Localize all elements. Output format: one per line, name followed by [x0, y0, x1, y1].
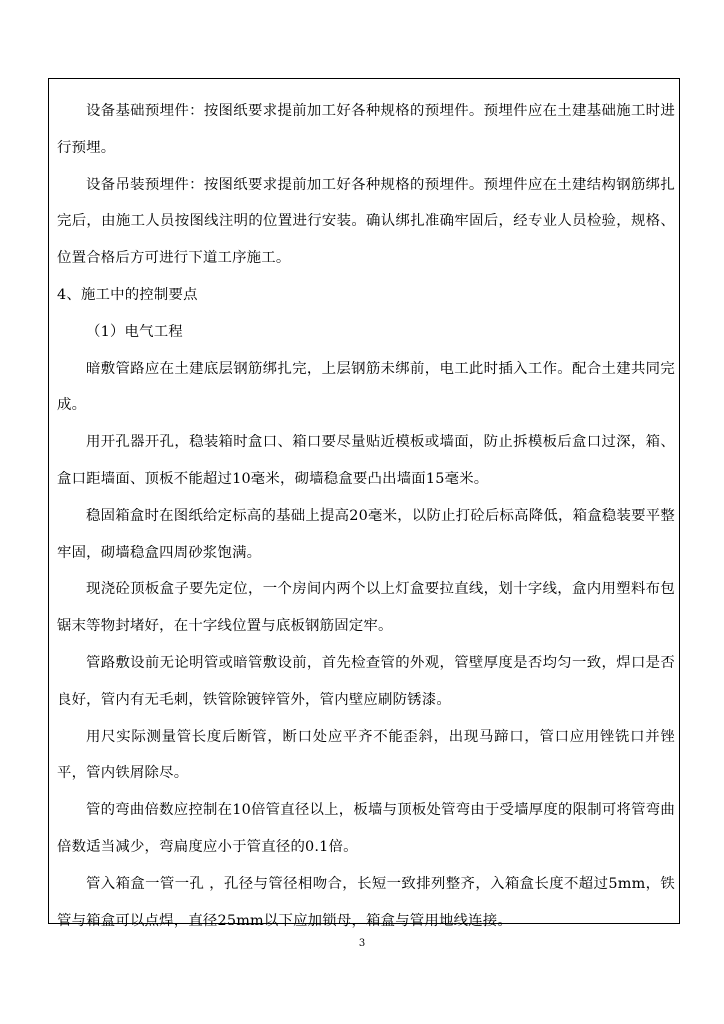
- paragraph-box-fixing: 稳固箱盒时在图纸给定标高的基础上提高20毫米，以防止打砼后标高降低，箱盒稳装要平整牢固，砌墙稳盒四周砂浆饱满。: [57, 507, 675, 561]
- paragraph-pipe-into-box: 管入箱盒一管一孔 ，孔径与管径相吻合，长短一致排列整齐，入箱盒长度不超过5mm，铁管与箱盒可以点焊，直径25mm以下应加锁母，箱盒与管用地线连接。: [57, 875, 675, 929]
- paragraph-concealed-conduit: 暗敷管路应在土建底层钢筋绑扎完，上层钢筋未绑前，电工此时插入工作。配合土建共同完成。: [57, 360, 675, 414]
- paragraph-pipe-inspection: 管路敷设前无论明管或暗管敷设前，首先检查管的外观，管壁厚度是否均匀一致，焊口是否良好，管内有无毛刺，铁管除镀锌管外，管内壁应刷防锈漆。: [57, 654, 675, 708]
- paragraph-hole-opening: 用开孔器开孔，稳装箱时盒口、箱口要尽量贴近模板或墙面，防止拆模板后盒口过深，箱、盒口距墙面、顶板不能超过10毫米，砌墙稳盒要凸出墙面15毫米。: [57, 434, 675, 487]
- page-number: 3: [358, 938, 366, 949]
- paragraph-equipment-foundation-embedded: 设备基础预埋件：按图纸要求提前加工好各种规格的预埋件。预埋件应在土建基础施工时进行预埋。: [57, 103, 675, 156]
- paragraph-ceiling-box: 现浇砼顶板盒子要先定位，一个房间内两个以上灯盒要拉直线，划十字线，盒内用塑料布包锯末等物封堵好，在十字线位置与底板钢筋固定牢。: [57, 581, 675, 635]
- paragraph-equipment-hoisting-embedded: 设备吊装预埋件：按图纸要求提前加工好各种规格的预埋件。预埋件应在土建结构钢筋绑扎完后，由施工人员按图线注明的位置进行安装。确认绑扎准确牢固后，经专业人员检验，规格、位置合格后方可进行下道工序施工。: [57, 176, 675, 267]
- paragraph-pipe-bending: 管的弯曲倍数应控制在10倍管直径以上，板墙与顶板处管弯由于受墙厚度的限制可将管弯曲倍数适当减少，弯扁度应小于管直径的0.1倍。: [57, 802, 675, 855]
- paragraph-pipe-cutting: 用尺实际测量管长度后断管，断口处应平齐不能歪斜，出现马蹄口，管口应用锉铣口并锉平，管内铁屑除尽。: [57, 728, 675, 782]
- subsection-heading-electrical: （1）电气工程: [86, 323, 183, 340]
- section-heading-control-points: 4、施工中的控制要点: [57, 286, 198, 303]
- document-body: [57, 93, 675, 939]
- document-frame: [48, 78, 680, 929]
